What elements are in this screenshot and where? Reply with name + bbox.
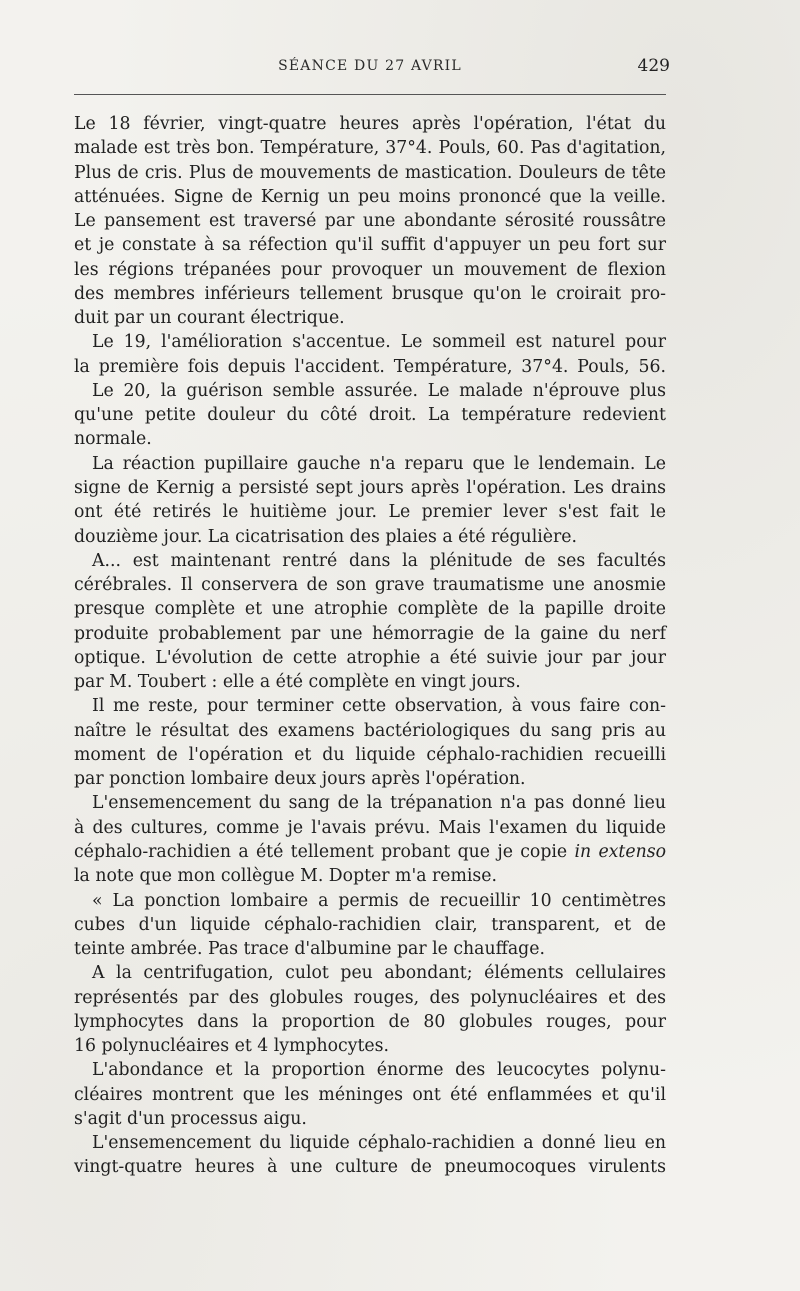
running-head: SÉANCE DU 27 AVRIL	[278, 58, 462, 74]
text-line: teinte ambrée. Pas trace d'albumine par le chauffage.	[74, 939, 545, 960]
italic-phrase: in extenso	[574, 841, 667, 862]
text-line: les régions trépanées pour provoquer un mouvement de flexion	[74, 259, 666, 280]
text-line: Le 18 février, vingt-quatre heures après l'opération, l'état du	[74, 114, 666, 134]
text-line: naître le résultat des examens bactériologiques du sang pris au	[74, 720, 666, 741]
text-line: duit par un courant électrique.	[74, 308, 345, 329]
text-line: La réaction pupillaire gauche n'a reparu que le lendemain. Le	[92, 453, 666, 474]
text-line: cléaires montrent que les méninges ont été enflammées et qu'il	[74, 1084, 666, 1105]
text-line: par ponction lombaire deux jours après l'opération.	[74, 769, 526, 790]
text-line: Le pansement est traversé par une abondante sérosité roussâtre	[74, 211, 666, 232]
text-line: ont été retirés le huitième jour. Le premier lever s'est fait le	[74, 502, 666, 523]
text-line: Il me reste, pour terminer cette observation, à vous faire con-	[92, 696, 666, 717]
text-line: la première fois depuis l'accident. Température, 37°4. Pouls, 56.	[74, 356, 666, 377]
text-line-with-italic	[74, 840, 666, 864]
text-line: 16 polynucléaires et 4 lymphocytes.	[74, 1036, 390, 1057]
body-text	[74, 112, 666, 1180]
text-line: presque complète et une atrophie complète de la papille droite	[74, 599, 666, 620]
page-header	[70, 58, 670, 84]
text-line: malade est très bon. Température, 37°4. Pouls, 60. Pas d'agitation,	[74, 138, 666, 159]
text-line: L'ensemencement du sang de la trépanation n'a pas donné lieu	[92, 793, 666, 814]
text-line: « La ponction lombaire a permis de recueillir 10 centimètres	[92, 890, 666, 911]
text-line: représentés par des globules rouges, des polynucléaires et des	[74, 987, 666, 1008]
text-line: à des cultures, comme je l'avais prévu. Mais l'examen du liquide	[74, 817, 666, 838]
text-line: la note que mon collègue M. Dopter m'a remise.	[74, 866, 497, 887]
text-line: Le 19, l'amélioration s'accentue. Le sommeil est naturel pour	[92, 332, 666, 353]
text-line: qu'une petite douleur du côté droit. La température redevient	[74, 405, 666, 426]
text-line: douzième jour. La cicatrisation des plaies a été régulière.	[74, 526, 577, 547]
text-line: Le 20, la guérison semble assurée. Le malade n'éprouve plus	[92, 380, 666, 401]
text-line: A... est maintenant rentré dans la plénitude de ses facultés	[92, 550, 666, 571]
text-line: moment de l'opération et du liquide céphalo-rachidien recueilli	[74, 744, 666, 765]
page-number: 429	[637, 56, 670, 76]
text-line: signe de Kernig a persisté sept jours après l'opération. Les drains	[74, 477, 666, 498]
text-line: cubes d'un liquide céphalo-rachidien clair, transparent, et de	[74, 914, 666, 935]
text-line: s'agit d'un processus aigu.	[74, 1108, 307, 1129]
text-line: L'abondance et la proportion énorme des leucocytes polynu-	[92, 1060, 666, 1081]
text-line: par M. Toubert : elle a été complète en vingt jours.	[74, 672, 521, 693]
text-line: atténuées. Signe de Kernig un peu moins prononcé que la veille.	[74, 186, 666, 207]
text-line: cérébrales. Il conservera de son grave traumatisme une anosmie	[74, 575, 666, 596]
header-rule	[74, 94, 666, 95]
text-line: normale.	[74, 429, 152, 450]
text-line: produite probablement par une hémorragie de la gaine du nerf	[74, 623, 666, 644]
text-line: lymphocytes dans la proportion de 80 globules rouges, pour	[74, 1011, 666, 1032]
text-line: des membres inférieurs tellement brusque qu'on le croirait pro-	[74, 283, 666, 304]
text-line: Plus de cris. Plus de mouvements de mastication. Douleurs de tête	[74, 162, 666, 183]
text-segment: céphalo-rachidien a été tellement probant que je copie	[74, 841, 568, 862]
text-line: vingt-quatre heures à une culture de pneumocoques virulents	[74, 1157, 666, 1178]
text-line: optique. L'évolution de cette atrophie a été suivie jour par jour	[74, 647, 666, 668]
text-line: L'ensemencement du liquide céphalo-rachidien a donné lieu en	[92, 1133, 666, 1154]
text-line: A la centrifugation, culot peu abondant; éléments cellulaires	[92, 963, 666, 984]
text-line: et je constate à sa réfection qu'il suffit d'appuyer un peu fort sur	[74, 235, 666, 256]
